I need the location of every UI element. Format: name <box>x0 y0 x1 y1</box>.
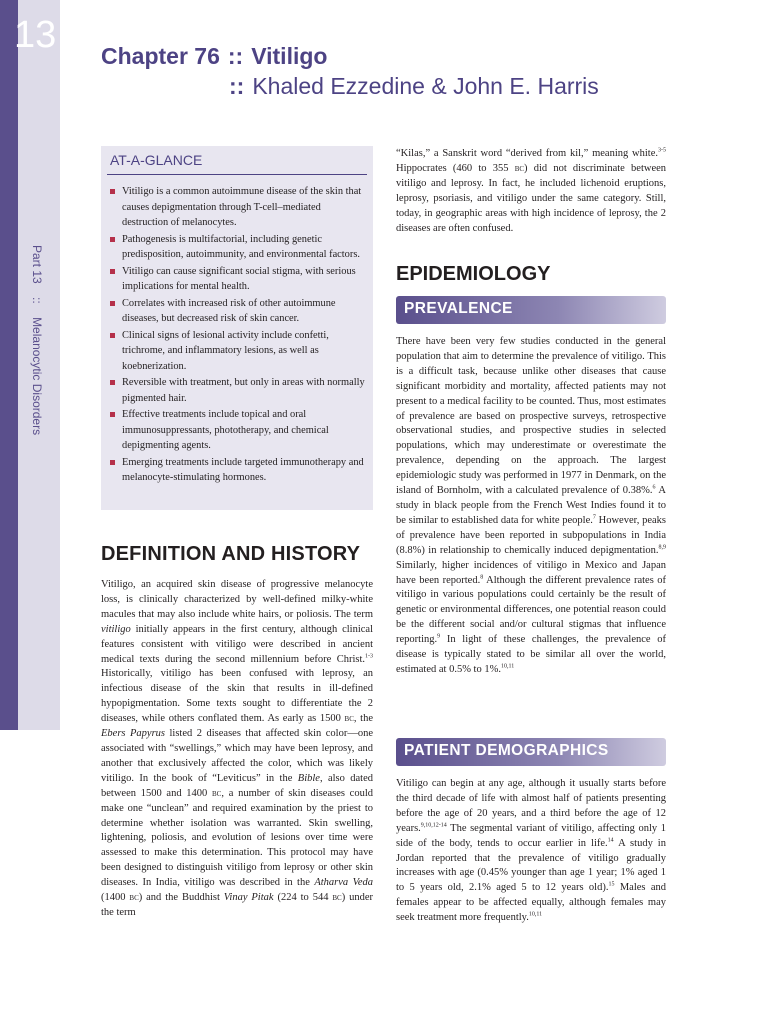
text-run: Vitiligo, an acquired skin disease of progressive melanocyte loss, is clinically characterized by well-defined milky-white macules that may also include white hairs, or poliosis. The term <box>101 579 373 620</box>
part-separator: :: <box>30 297 44 304</box>
at-a-glance-list <box>108 184 366 487</box>
definition-paragraph <box>101 578 373 921</box>
part-section: Melanocytic Disorders <box>30 317 44 436</box>
chapter-authors: Khaled Ezzedine & John E. Harris <box>252 73 599 99</box>
prevalence-subheading: PREVALENCE <box>404 300 513 317</box>
list-item: Vitiligo is a common autoimmune disease of the skin that causes depigmentation through T-cell–mediated destruction of melanocytes. <box>108 184 366 231</box>
prevalence-paragraph <box>396 335 666 678</box>
list-item: Effective treatments include topical and oral immunosuppressants, phototherapy, and chemical depigmenting agents. <box>108 407 366 454</box>
part-label: Part 13 <box>30 245 44 284</box>
citation: 15 <box>608 881 615 888</box>
citation: 8 <box>480 574 484 580</box>
text-run: In light of these challenges, the prevalence of disease is typically stated to be similar all over the world, estimated at 0.5% to 1%. <box>396 634 667 675</box>
era-label: bc <box>514 162 525 174</box>
text-run: Historically, vitiligo has been confused with leprosy, an infectious disease of the skin that results in ill-defined hypopigmentation. Some texts sought to differentiate the 2 diseases, while others conflated them. As early as 1500 <box>101 668 373 725</box>
text-run-italic: Bible <box>297 772 320 784</box>
text-run: The segmental variant of vitiligo, affecting only 1 side of the body, tends to occur earlier in life. <box>396 822 666 849</box>
part-sidebar <box>0 0 60 730</box>
text-run: initially appears in the first century, although clinical features consistent with vitiligo were described in ancient medical texts during the second millennium before Christ. <box>101 623 374 665</box>
text-run-italic: Atharva Veda <box>314 877 373 889</box>
part-running-head <box>30 245 44 445</box>
list-item: Clinical signs of lesional activity include confetti, trichrome, and inflammatory lesions, as well as koebnerization. <box>108 328 366 375</box>
text-run: Hippocrates (460 to 355 <box>396 162 509 174</box>
continuation-paragraph <box>396 147 666 236</box>
epidemiology-heading: EPIDEMIOLOGY <box>396 263 551 285</box>
at-a-glance-rule <box>107 174 367 175</box>
list-item: Correlates with increased risk of other autoimmune diseases, but decreased risk of skin cancer. <box>108 296 366 327</box>
text-run: (1400 <box>101 892 126 904</box>
citation: 9 <box>437 633 441 640</box>
text-run-italic: Vinay Pitak <box>223 892 274 904</box>
text-run: A study in Jordan reported that the prevalence of vitiligo gradually increases with age (0.45% younger than age 1 year; 1% aged 1 to 5 years old, 2.1% aged 5 to 12 years old). <box>396 837 666 894</box>
text-run: Males and females appear to be affected equally, although females may seek treatment more frequently. <box>396 882 667 924</box>
text-run: A study in black people from the French West Indies found it to be similar to established data for white people. <box>396 485 667 526</box>
citation: 10,11 <box>528 911 543 918</box>
citation: 7 <box>592 514 596 521</box>
text-run: “Kilas,” a Sanskrit word “derived from kil,” meaning white. <box>396 148 658 159</box>
text-run: , also dated between 1500 and 1400 <box>101 772 374 799</box>
text-run: Similarly, higher incidences of vitiligo in Mexico and Japan have been reported. <box>396 559 666 586</box>
sidebar-accent-bar <box>0 0 18 730</box>
text-run: However, peaks of prevalence have been reported in subpopulations in India (8.8%) in relationship to chemically induced depigmentation. <box>396 514 666 556</box>
list-item: Reversible with treatment, but only in areas with normally pigmented hair. <box>108 375 366 406</box>
text-run: , a number of skin diseases could make one “unclean” and required examination by the priest to determine whether isolation was warranted. Skin swelling, lightening, poliosis, and evolution of lesions over time were assessed to make this determination. This protocol may have been designed to distinguish vitiligo from leprosy or other skin diseases. In India, vitiligo was described in the <box>101 787 373 889</box>
chapter-name: Vitiligo <box>251 43 328 69</box>
citation: 9,10,12-14 <box>420 822 447 829</box>
text-run: (224 to 544 <box>277 892 329 904</box>
text-run: ) and the Buddhist <box>138 892 220 904</box>
text-run-italic: vitiligo <box>101 623 131 635</box>
at-a-glance-title: AT-A-GLANCE <box>110 152 203 168</box>
citation: 1-3 <box>365 653 373 660</box>
at-a-glance-box <box>101 146 373 510</box>
chapter-authors-line <box>229 73 599 100</box>
era-label: bc <box>344 713 354 725</box>
era-label: bc <box>212 787 222 799</box>
text-run: , the <box>353 713 374 725</box>
citation: 3-5 <box>658 147 666 154</box>
text-run: ) did not discriminate between vitiligo and leprosy. In fact, he included lichenoid eruptions, leprosy, psoriasis, and vitiligo under the same category. Still, today, in geographic areas with high incidence of leprosy, the 2 diseases are often confused. <box>396 162 667 234</box>
list-item: Emerging treatments include targeted immunotherapy and melanocyte-stimulating hormones. <box>108 455 366 486</box>
era-label: bc <box>332 892 342 904</box>
list-item: Vitiligo can cause significant social stigma, with serious implications for mental health. <box>108 264 366 295</box>
era-label: bc <box>129 892 139 904</box>
chapter-separator: :: <box>227 43 244 69</box>
prevalence-subheading-bar <box>396 296 666 324</box>
citation: 6 <box>652 484 656 491</box>
text-run: listed 2 diseases that affected skin color—one associated with “swellings,” which may have been leprosy, and another that exclusively affected the color, which was likely vitiligo. In the book of “Leviticus” in the <box>101 728 373 784</box>
demographics-paragraph <box>396 777 666 926</box>
citation: 8,9 <box>658 544 666 551</box>
citation: 10,11 <box>500 663 515 670</box>
chapter-number: Chapter 76 <box>101 43 220 69</box>
citation: 14 <box>607 837 614 844</box>
text-run: ) under the term <box>101 892 374 918</box>
text-run-italic: Ebers Papyrus <box>101 728 165 740</box>
part-number: 13 <box>14 14 57 56</box>
text-run: Although the different prevalence rates of vitiligo in various populations could certainly be the result of genetic or environmental differences, one potential reason could be the different social and/or cultural stigmas that influence reporting. <box>396 574 667 646</box>
chapter-title <box>101 43 327 70</box>
text-run: Vitiligo can begin at any age, although it usually starts before the third decade of life with almost half of patients presenting before the age of 20 years, and a third before the age of 12 years. <box>396 778 666 834</box>
demographics-subheading-bar <box>396 738 666 766</box>
text-run: There have been very few studies conducted in the general population that aim to determine the prevalence of vitiligo. This is a difficult task, because unlike other diseases that cause significant morbidity and mortality, affected patients may not present to a medical facility to be counted. Thus, most estimates of prevalence are based on prospective surveys, retrospective observational studies, and prospective studies in selected populations, which may underestimate or overestimate the prevalence, depending on the approach. The largest epidemiologic study was performed in 1977 in Denmark, on the island of Bornholm, with a calculated prevalence of 0.38%. <box>396 336 666 497</box>
list-item: Pathogenesis is multifactorial, including genetic predisposition, autoimmunity, and environmental factors. <box>108 232 366 263</box>
authors-separator: :: <box>229 73 245 99</box>
definition-heading: DEFINITION AND HISTORY <box>101 543 361 565</box>
demographics-subheading: PATIENT DEMOGRAPHICS <box>404 742 609 759</box>
